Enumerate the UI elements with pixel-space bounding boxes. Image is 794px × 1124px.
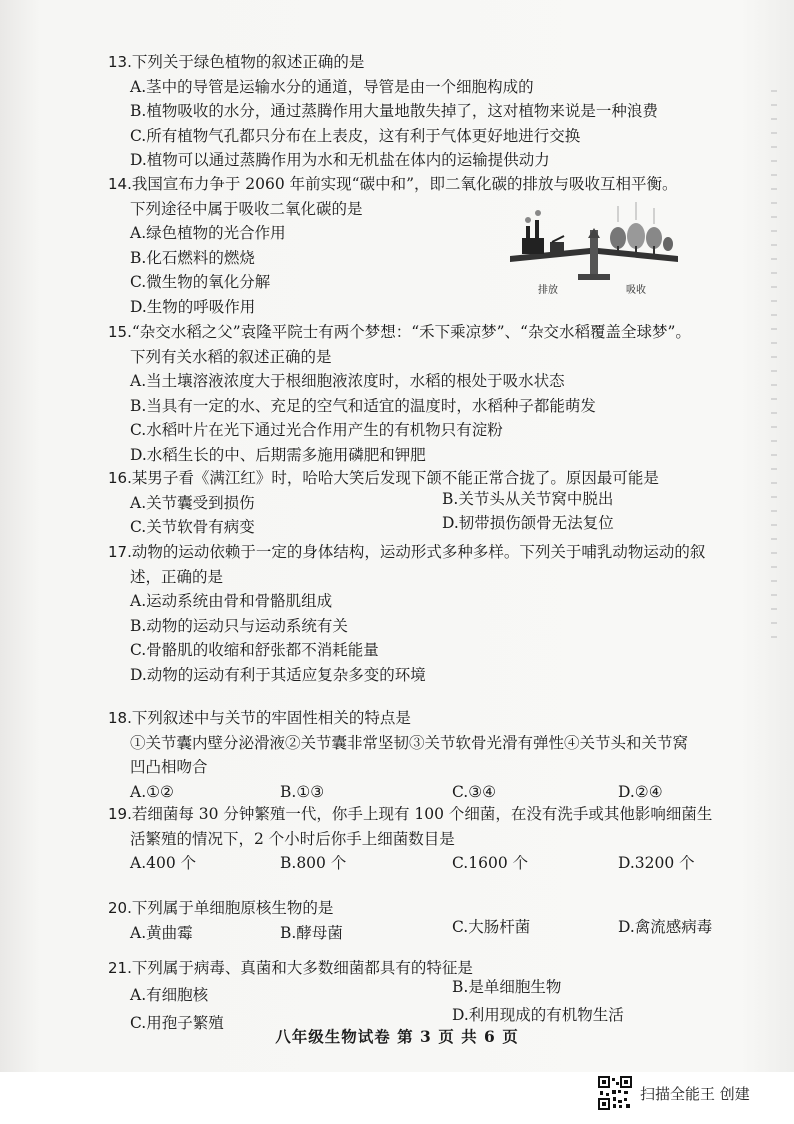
question-stem-line: ①关节囊内壁分泌滑液②关节囊非常坚韧③关节软骨光滑有弹性④关节头和关节窝 bbox=[130, 733, 689, 752]
option-d: D.3200 个 bbox=[618, 854, 695, 872]
question-stem: 下列属于单细胞原核生物的是 bbox=[131, 899, 334, 917]
option-b: B.①③ bbox=[280, 782, 325, 801]
option-c: C.③④ bbox=[452, 782, 497, 801]
option-b: B.动物的运动只与运动系统有关 bbox=[130, 616, 348, 635]
option-d: D.生物的呼吸作用 bbox=[130, 297, 256, 316]
option-d: D.植物可以通过蒸腾作用为水和无机盐在体内的运输提供动力 bbox=[130, 151, 550, 169]
option-d: D.水稻生长的中、后期需多施用磷肥和钾肥 bbox=[130, 445, 426, 464]
qr-code-icon bbox=[598, 1076, 632, 1110]
option-a: A.运动系统由骨和骨骼肌组成 bbox=[130, 592, 333, 610]
option-c: C.所有植物气孔都只分布在上表皮，这有利于气体更好地进行交换 bbox=[130, 126, 581, 145]
option-d: D.动物的运动有利于其适应复杂多变的环境 bbox=[130, 665, 426, 684]
option-d: D.②④ bbox=[618, 782, 663, 801]
oil-pump-icon bbox=[550, 242, 564, 252]
question-18 bbox=[108, 706, 768, 804]
question-number: 19. bbox=[108, 805, 132, 823]
question-13 bbox=[108, 50, 768, 173]
option-b: B.植物吸收的水分，通过蒸腾作用大量地散失掉了，这对植物来说是一种浪费 bbox=[130, 102, 658, 120]
question-number: 13. bbox=[108, 53, 132, 71]
question-number: 15. bbox=[108, 323, 132, 341]
question-number: 21. bbox=[108, 959, 132, 977]
emission-label: 排放 bbox=[538, 285, 558, 296]
trees-icon bbox=[610, 202, 673, 255]
question-15 bbox=[108, 320, 768, 467]
scan-edge-marks bbox=[771, 90, 777, 650]
question-stem-line: 活繁殖的情况下，2 个小时后你手上细菌数目是 bbox=[130, 829, 455, 848]
option-c: C.水稻叶片在光下通过光合作用产生的有机物只有淀粉 bbox=[130, 421, 503, 439]
option-c: C.大肠杆菌 bbox=[452, 917, 531, 936]
factory-icon bbox=[522, 238, 544, 254]
option-a: A.茎中的导管是运输水分的通道，导管是由一个细胞构成的 bbox=[130, 77, 534, 96]
option-a: A.400 个 bbox=[130, 854, 197, 872]
option-c: C.用孢子繁殖 bbox=[130, 1014, 224, 1032]
option-d: D.韧带损伤颌骨无法复位 bbox=[442, 514, 614, 532]
question-number: 14. bbox=[108, 175, 132, 193]
option-b: B.当具有一定的水、充足的空气和适宜的温度时，水稻种子都能萌发 bbox=[130, 396, 596, 415]
absorption-label: 吸收 bbox=[626, 285, 646, 296]
option-c: C.1600 个 bbox=[452, 854, 529, 872]
question-stem-line: 下列有关水稻的叙述正确的是 bbox=[130, 347, 332, 366]
question-stem: 某男子看《满江红》时，哈哈大笑后发现下颌不能正常合拢了。原因最可能是 bbox=[131, 469, 659, 487]
option-b: B.关节头从关节窝中脱出 bbox=[442, 489, 614, 508]
option-a: A.有细胞核 bbox=[130, 985, 209, 1004]
option-a: A.关节囊受到损伤 bbox=[130, 493, 255, 512]
question-stem: 下列关于绿色植物的叙述正确的是 bbox=[131, 53, 365, 71]
question-stem: 若细菌每 30 分钟繁殖一代，你手上现有 100 个细菌，在没有洗手或其他影响细菌生 bbox=[131, 805, 713, 823]
option-c: C.微生物的氧化分解 bbox=[130, 273, 271, 291]
option-c: C.关节软骨有病变 bbox=[130, 518, 255, 536]
question-stem-line: 凹凸相吻合 bbox=[130, 758, 208, 776]
question-number: 17. bbox=[108, 543, 132, 561]
question-number: 16. bbox=[108, 469, 132, 487]
option-d: D.利用现成的有机物生活 bbox=[452, 1006, 624, 1024]
option-b: B.酵母菌 bbox=[280, 923, 343, 942]
question-19 bbox=[108, 802, 768, 876]
question-number: 20. bbox=[108, 899, 132, 917]
question-17 bbox=[108, 540, 768, 687]
option-a: A.①② bbox=[130, 782, 174, 801]
scale-base bbox=[578, 274, 610, 280]
option-b: B.化石燃料的燃烧 bbox=[130, 248, 255, 267]
page-footer: 八年级生物试卷 第 3 页 共 6 页 bbox=[275, 1027, 519, 1046]
question-stem-line: 下列途径中属于吸收二氧化碳的是 bbox=[130, 199, 363, 218]
option-d: D.禽流感病毒 bbox=[618, 917, 713, 936]
option-b: B.800 个 bbox=[280, 854, 347, 872]
question-16 bbox=[108, 466, 768, 540]
option-a: A.绿色植物的光合作用 bbox=[130, 224, 286, 242]
scanner-watermark-text: 扫描全能王 创建 bbox=[640, 1085, 750, 1103]
question-stem: 下列叙述中与关节的牢固性相关的特点是 bbox=[131, 709, 411, 727]
question-stem: 动物的运动依赖于一定的身体结构，运动形式多种多样。下列关于哺乳动物运动的叙 bbox=[131, 543, 706, 561]
question-stem-line: 述，正确的是 bbox=[130, 567, 224, 586]
question-20 bbox=[108, 896, 768, 945]
carbon-balance-figure bbox=[508, 198, 680, 298]
question-stem: 我国宣布力争于 2060 年前实现“碳中和”，即二氧化碳的排放与吸收互相平衡。 bbox=[131, 175, 678, 193]
option-c: C.骨骼肌的收缩和舒张都不消耗能量 bbox=[130, 641, 379, 659]
question-stem: 下列属于病毒、真菌和大多数细菌都具有的特征是 bbox=[131, 959, 473, 977]
option-a: A.当土壤溶液浓度大于根细胞液浓度时，水稻的根处于吸水状态 bbox=[130, 372, 565, 390]
option-a: A.黄曲霉 bbox=[130, 923, 193, 942]
question-number: 18. bbox=[108, 709, 132, 727]
question-21 bbox=[108, 956, 768, 1030]
option-b: B.是单细胞生物 bbox=[452, 977, 562, 996]
question-stem: “杂交水稻之父”袁隆平院士有两个梦想：“禾下乘凉梦”、“杂交水稻覆盖全球梦”。 bbox=[131, 323, 691, 341]
